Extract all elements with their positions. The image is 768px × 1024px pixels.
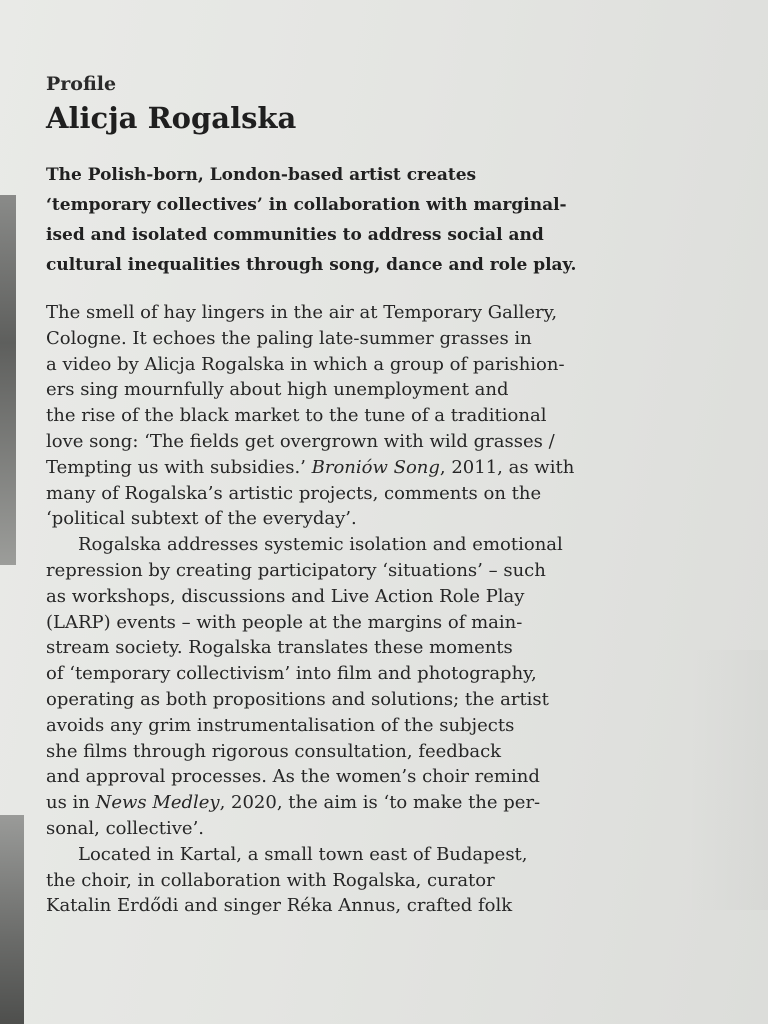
text-line: operating as both propositions and solutions; the artist <box>46 688 549 710</box>
section-label: Profile <box>46 73 117 95</box>
text-line: the choir, in collaboration with Rogalska, curator <box>46 869 495 891</box>
adjacent-page-photo-top <box>0 195 16 565</box>
text-line: (LARP) events – with people at the margins of main- <box>46 611 523 633</box>
lede-line: The Polish-born, London-based artist creates <box>46 165 477 185</box>
text-segment: , 2020, the aim is ‘to make the per- <box>219 792 541 814</box>
article-body <box>46 300 736 919</box>
text-segment: us in <box>46 792 96 814</box>
paragraph-3 <box>46 842 736 919</box>
text-line: she films through rigorous consultation, feedback <box>46 740 502 762</box>
text-line: Rogalska addresses systemic isolation and emotional <box>78 534 563 556</box>
text-line: the rise of the black market to the tune of a traditional <box>46 405 547 427</box>
text-line: repression by creating participatory ‘situations’ – such <box>46 559 546 581</box>
paragraph-1 <box>46 300 736 532</box>
lede-paragraph <box>46 160 736 280</box>
lede-line: ‘temporary collectives’ in collaboration with marginal- <box>46 195 567 215</box>
lede-line: cultural inequalities through song, dance and role play. <box>46 255 577 275</box>
text-line: avoids any grim instrumentalisation of the subjects <box>46 714 515 736</box>
text-line: love song: ‘The fields get overgrown with wild grasses / <box>46 430 555 452</box>
paragraph-2 <box>46 532 736 842</box>
adjacent-page-photo-bottom <box>0 815 24 1024</box>
text-line: ‘political subtext of the everyday’. <box>46 508 357 530</box>
text-line: a video by Alicja Rogalska in which a group of parishion- <box>46 353 565 375</box>
text-line: many of Rogalska’s artistic projects, comments on the <box>46 482 542 504</box>
text-line: Katalin Erdődi and singer Réka Annus, crafted folk <box>46 895 513 917</box>
text-line <box>46 455 736 481</box>
artwork-title-bronow-song: Broniów Song <box>311 456 440 478</box>
text-line: as workshops, discussions and Live Action Role Play <box>46 585 525 607</box>
text-line: and approval processes. As the women’s choir remind <box>46 766 540 788</box>
text-line: stream society. Rogalska translates these moments <box>46 637 513 659</box>
article <box>46 70 736 919</box>
text-line: Located in Kartal, a small town east of Budapest, <box>78 843 528 865</box>
text-segment: , 2011, as with <box>439 456 575 478</box>
text-line: of ‘temporary collectivism’ into film and photography, <box>46 663 537 685</box>
text-line: The smell of hay lingers in the air at Temporary Gallery, <box>46 302 558 323</box>
text-line: sonal, collective’. <box>46 817 205 839</box>
text-segment: Tempting us with subsidies.’ <box>46 456 312 478</box>
text-line: Cologne. It echoes the paling late-summer grasses in <box>46 327 532 349</box>
lede-line: ised and isolated communities to address social and <box>46 225 544 245</box>
text-line: ers sing mournfully about high unemployment and <box>46 379 509 401</box>
artwork-title-news-medley: News Medley <box>95 792 220 814</box>
article-title: Alicja Rogalska <box>46 101 297 135</box>
text-line <box>46 790 736 816</box>
